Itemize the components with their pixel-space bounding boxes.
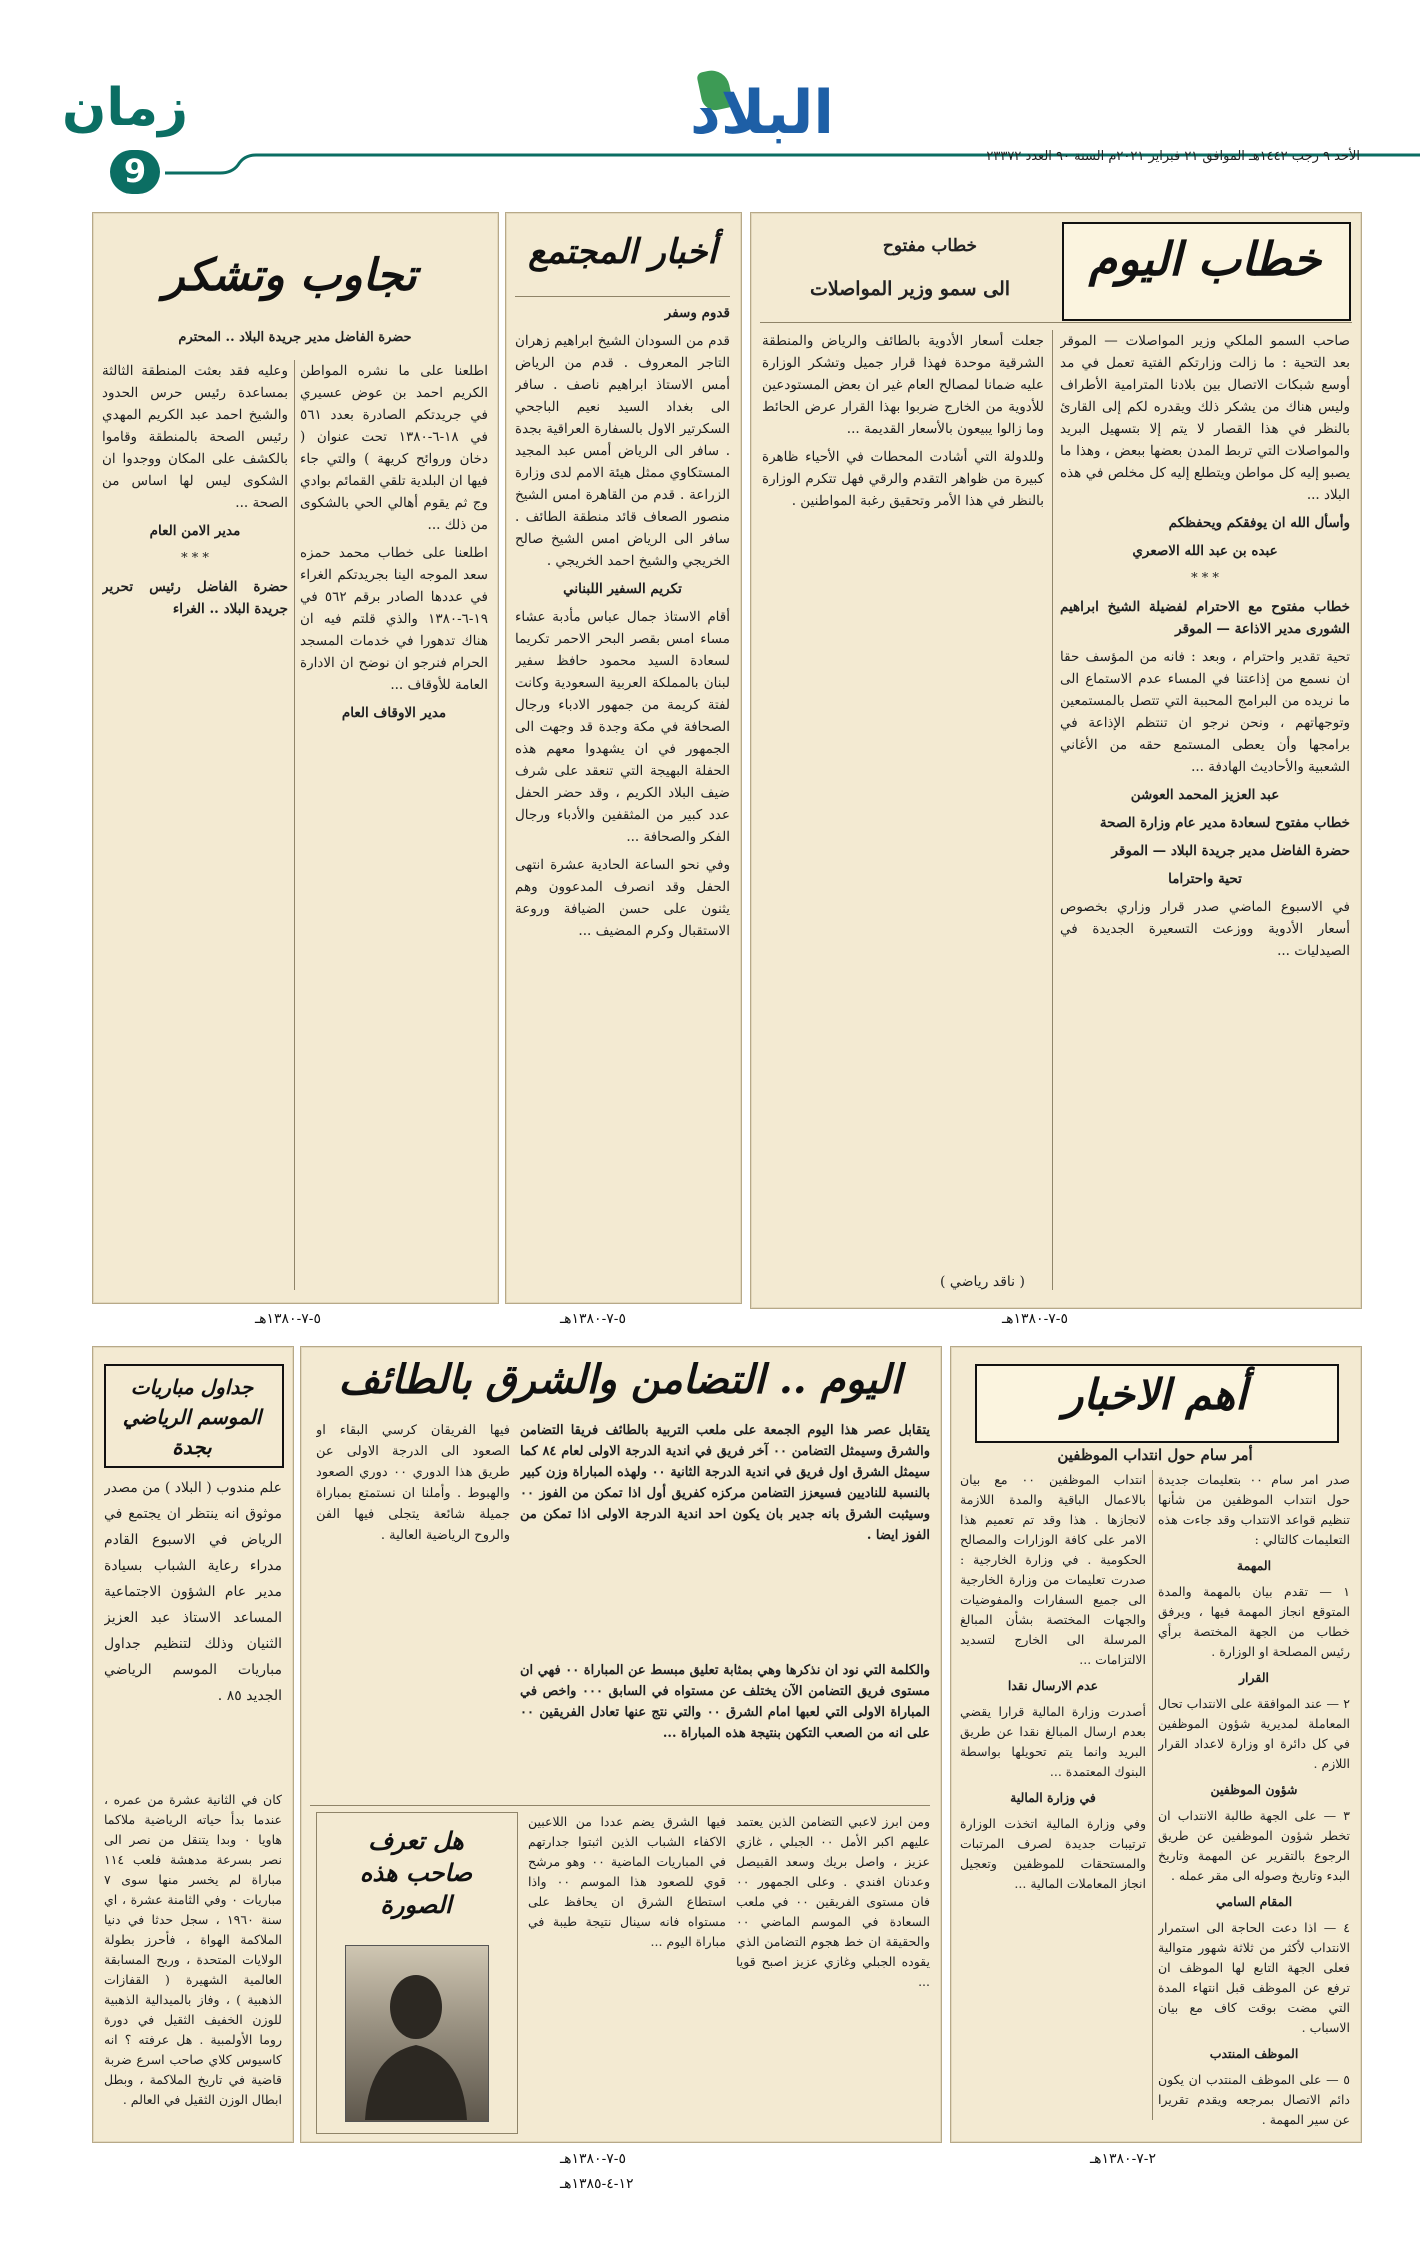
news-column-2 [960, 1470, 1146, 2130]
schedule-column [104, 1475, 282, 1775]
page-number: 9 [123, 152, 147, 190]
speech-letter3-title: خطاب مفتوح لسعادة مدير عام وزارة الصحة [1099, 815, 1350, 831]
letters-body-3: اطلعنا على خطاب محمد حمزه سعد الموجه الينا بجريدتكم الغراء في عددها الصادر برقم ٥٦٢ في ١٩-٦-١٣٨٠ والذي قلتم فيه ان هناك تدهورا في خدمات المسجد الحرام فنرجو ان نوضح ان الادارة العامة للأوقاف ... [300, 545, 488, 693]
letters-title: تجاوب وتشكر [163, 250, 417, 301]
schedule-title: جداول مباريات الموسم الرياضي بجدة [122, 1375, 262, 1459]
speech-column-2 [762, 330, 1044, 1260]
news-body-1: صدر امر سام ٠٠ بتعليمات جديدة حول انتداب الموظفين من شأنها تنظيم قواعد الانتداب وقد جاءت هذه التعليمات كالتالي : [1158, 1472, 1350, 1547]
news-heading-a: المهمة [1236, 1558, 1272, 1573]
speech-divider [1052, 330, 1053, 1290]
society-body-2: أقام الاستاذ جمال عباس مأدبة عشاء مساء امس بقصر البحر الاحمر تكريما لسعادة السيد محمود حافظ سفير لبنان بالمملكة العربية السعودية وكانت لفتة كريمة من جمهور الادباء ورجال الصحافة في مكة وجدة قد وجهت الى الجمهور في ان يشهدوا معهم هذه الحفلة البهيجة التي تنعقد على شرف ضيف البلاد الكريم ، وقد حضر الحفل عدد كبير من المثقفين والأدباء ورجال الفكر والصحافة ... [515, 609, 730, 845]
society-subtitle: قدوم وسفر [664, 305, 730, 321]
section-title: زمان [62, 78, 189, 138]
top-date-left: ٥-٧-١٣٨٠هـ [255, 1310, 321, 1326]
news-col2-body-2: أصدرت وزارة المالية قرارا يقضي بعدم ارسال المبالغ نقدا عن طريق البريد وانما يتم تحويلها بواسطة البنوك المعتمدة ... [960, 1704, 1146, 1779]
schedule-body: علم مندوب ( البلاد ) من مصدر موثوق انه ينتظر ان يجتمع في الرياض في الاسبوع القادم مدراء رعاية الشباب بسيادة مدير عام الشؤون الاجتماعية المساعد الاستاذ عبد العزيز الثنيان وذلك لتنظيم جداول مباريات الموسم الرياضي الجديد ٨٥ . [104, 1480, 282, 1704]
bottom-date-middle: ٥-٧-١٣٨٠هـ [560, 2150, 626, 2166]
society-heading-2: تكريم السفير اللبناني [563, 581, 682, 597]
news-title: أهم الاخبار [1063, 1370, 1247, 1419]
speech-body-2: جعلت أسعار الأدوية بالطائف والرياض والمنطقة الشرقية موحدة فهذا قرار جميل وتشكر الوزارة عليه ضمانا لمصالح العام غير ان بعض المستودعين للأدوية من الخارج ضربوا بهذا القرار عرض الحائط وما زالوا يبيعون بالأسعار القديمة ... [762, 333, 1044, 437]
speech-stars: * * * [1191, 571, 1219, 586]
sports-lead: يتقابل عصر هذا اليوم الجمعة على ملعب التربية بالطائف فريقا التضامن والشرق وسيمثل التضامن ٠٠ آخر فريق في اندية الدرجة الاولى لعام ٨٤ كما سيمثل الشرق اول فريق في اندية الدرجة الثانية ٠٠ ولهذه المباراة وزن كبير بالنسبة للناديين فسيعزز التضامن مركزه كفريق أول اذا تمكن من الفوز ٠٠ وسيثبت الشرق بانه جدير بان يكون احد اندية الدرجة الاولى اذا تمكن من الفوز ايضا . [520, 1423, 930, 1543]
news-heading-c: شؤون الموظفين [1210, 1782, 1298, 1797]
news-heading-f: عدم الارسال نقدا [1007, 1678, 1099, 1693]
society-rule [515, 296, 730, 297]
speech-letter2-title: خطاب مفتوح مع الاحترام لفضيلة الشيخ ابراهيم الشورى مدير الاذاعة — الموقر [1060, 599, 1350, 637]
speech-letter4-body: في الاسبوع الماضي صدر قرار وزاري بخصوص أسعار الأدوية ووزعت التسعيرة الجديدة في الصيدليات ... [1060, 899, 1350, 959]
top-date-right: ٥-٧-١٣٨٠هـ [1002, 1310, 1068, 1326]
speech-body-1: صاحب السمو الملكي وزير المواصلات — الموقر بعد التحية : ما زالت وزارتكم الفتية تعمل في مد أوسع شبكات الاتصال بين بلادنا المترامية الأطراف وليس هناك من يشكر ذلك ويقدره لكم إلى القارئ بالنظر في هذا القصار لا يتم إلا بتسهيل البريد والمواصلات التي تربط المدن بعضها ببعض ، وهذا ما يصبو إليه كل مواطن ويتطلع إليه كل مخلص في هذه البلاد ... [1060, 333, 1350, 503]
critic-signature: ( ناقد رياضي ) [940, 1274, 1025, 1290]
news-body-5: ٤ — اذا دعت الحاجة الى استمرار الانتداب لأكثر من ثلاثة شهور متوالية فعلى الجهة التابع لها الموظف ان ترفع عن الموظف قبل انتهاء المدة التي مضت بوقت كاف مع بيان الاسباب . [1158, 1920, 1350, 2035]
top-date-middle: ٥-٧-١٣٨٠هـ [560, 1310, 626, 1326]
letters-stars: * * * [181, 551, 209, 566]
letters-sign-2: مدير الاوقاف العام [341, 705, 447, 721]
news-body-2: ١ — تقدم بيان بالمهمة والمدة المتوقع انجاز المهمة فيها ، ويرفق خطاب من الجهة المختصة برأي رئيس المصلحة او الوزارة . [1158, 1584, 1350, 1659]
news-col2-body-3: وفي وزارة المالية اتخذت الوزارة ترتيبات جديدة لصرف المرتبات والمستحقات للموظفين وتعجيل انجاز المعاملات المالية ... [960, 1816, 1146, 1891]
sports-column-3 [736, 1812, 930, 2132]
speech-title: خطاب اليوم [1088, 232, 1322, 286]
dateline: الأحد ٩ رجب ١٤٤٢هـ الموافق ٢١ فبراير ٢٠٢١م السنة ٩٠ العدد ٢٣٣٧٢ [986, 149, 1360, 164]
sports-title: اليوم .. التضامن والشرق بالطائف [338, 1356, 902, 1403]
sports-col2-text: والكلمة التي نود ان نذكرها وهي بمثابة تعليق مبسط عن المباراة ٠٠ فهي ان مستوى فريق التضامن الآن يختلف عن مستواه في السابق ٠٠٠ واخص في المباراة الاولى التي لعبها امام الشرق ٠٠ والتي نتج عنها تعادل الفريقين ٠٠ على انه من الصعب التكهن بنتيجة هذه المباراة ... [520, 1663, 930, 1741]
speech-rule [760, 322, 1352, 323]
bottom-date-right: ٢-٧-١٣٨٠هـ [1090, 2150, 1156, 2166]
news-heading-b: القرار [1238, 1670, 1269, 1685]
bottom-date-left: ١٢-٤-١٣٨٥هـ [560, 2175, 634, 2191]
masthead [0, 0, 1420, 190]
news-divider [1152, 1470, 1153, 2120]
sports-column-2 [520, 1660, 930, 1800]
puzzle-text: كان في الثانية عشرة من عمره ، عندما بدأ حياته الرياضية ملاكما هاويا ٠ وبدا يتنقل من نصر الى نصر بسرعة مدهشة فلعب ١١٤ مباراة لم يخسر منها سوى ٧ مباريات ٠ وفي الثامنة عشرة ، اي سنة ١٩٦٠ ، سجل حدثا في دنيا الملاكمة الهواة ، فأحرز بطولة الولايات المتحدة ، وربح المسابقة العالمية الشهيرة ( القفازات الذهبية ) ، وفاز بالميدالية الذهبية للوزن الخفيف الثقيل في دورة روما الأولمبية . هل عرفته ؟ انه كاسيوس كلاي صاحب اسرع ضربة قاضية في تاريخ الملاكمة ، وبطل ابطال الوزن الثقيل في العالم . [104, 1792, 282, 2107]
letters-divider [294, 360, 295, 1290]
speech-subtitle-1: خطاب مفتوح [882, 236, 978, 256]
news-heading-d: المقام السامي [1215, 1894, 1293, 1909]
news-col2-body: انتداب الموظفين ٠٠ مع بيان بالاعمال الباقية والمدة اللازمة لانجازها . هذا وقد تم تعميم هذا الامر على كافة الوزارات والمصالح الحكومية . في وزارة الخارجية : صدرت تعليمات من وزارة الخارجية الى جميع السفارات والمفوضيات والجهات المختصة بشأن المبالغ المرسلة الى الخارج لتسديد الالتزامات ... [960, 1472, 1146, 1667]
news-heading-g: في وزارة المالية [1010, 1790, 1096, 1805]
speech-letter4-title: حضرة الفاضل مدير جريدة البلاد — الموقر [1111, 843, 1350, 859]
news-column-1 [1158, 1470, 1350, 2130]
society-body-1: قدم من السودان الشيخ ابراهيم زهران التاجر المعروف . قدم من الرياض أمس الاستاذ ابراهيم ناصف . سافر الى بغداد السيد نعيم الباجحي السكرتير الاول بالسفارة العراقية بجدة . سافر الى الرياض أمس عبد المجيد المستكاوي ممثل هيئة الامم لدى وزارة الزراعة . قدم من القاهرة امس الشيخ منصور الصعاف قائد منطقة الطائف . سافر الى الرياض امس الشيخ صالح الخريجي والشيخ احمد الخريجي . [515, 333, 730, 569]
letters-column-2 [102, 360, 288, 1290]
letters-editor-greet: حضرة الفاضل مدير جريدة البلاد .. المحترم [178, 330, 412, 345]
speech-letter4-greet: تحية واحتراما [1168, 871, 1242, 887]
sports-col1-text: فيها الفريقان كرسي البقاء او الصعود الى الدرجة الاولى عن طريق هذا الدوري ٠٠ دوري الصعود والهبوط . وأملنا ان نستمتع بمباراة جميلة شائعة يتجلى فيها الفن والروح الرياضية العالية . [316, 1423, 510, 1543]
sports-column-1 [316, 1420, 510, 1660]
speech-body-3: وللدولة التي أشادت المحطات في الأحياء ظاهرة كبيرة من ظواهر التقدم والرقي فهل تتكرم الوزارة بالنظر في هذا الأمر وتحقيق رغبة المواطنين . [762, 449, 1044, 509]
speech-signature: عبده بن عبد الله الاصعري [1132, 543, 1278, 559]
news-heading-e: الموظف المنتدب [1209, 2046, 1299, 2061]
speech-closing: وأسأل الله ان يوفقكم ويحفظكم [1168, 515, 1350, 531]
puzzle-title: هل تعرف صاحب هذه الصورة [359, 1826, 473, 1919]
society-body-3: وفي نحو الساعة الحادية عشرة انتهى الحفل وقد انصرف المدعوون وهم يثنون على حسن الضيافة وروعة الاستقبال وكرم المضيف ... [515, 857, 730, 939]
news-body-6: ٥ — على الموظف المنتدب ان يكون دائم الاتصال بمرجعه ويقدم تقريرا عن سير المهمة . [1158, 2072, 1350, 2127]
speech-subtitle-2: الى سمو وزير المواصلات [809, 278, 1011, 300]
letters-column-1 [300, 360, 488, 1290]
letters-body-1: اطلعنا على ما نشره المواطن الكريم احمد بن عوض عسيري في جريدتكم الصادرة بعدد ٥٦١ في ١٨-٦-١٣٨٠ تحت عنوان ( دخان وروائح كريهة ) والتي جاء فيها ان البلدية تلقي القمائم بوادي وج ثم يقوم أهالي الحي بالشكوى من ذلك ... [300, 363, 488, 533]
speech-letter2-sign: عبد العزيز المحمد العوشن [1130, 787, 1280, 803]
letters-letter-2: حضرة الفاضل رئيس تحرير جريدة البلاد .. الغراء [102, 579, 288, 617]
letters-body-2: وعليه فقد بعثت المنطقة الثالثة بمساعدة رئيس حرس الحدود والشيخ احمد عبد الكريم المهدي رئيس الصحة بالمنطقة وقاموا بالكشف على المكان ووجدوا ان الشكوى ليس لها اساس من الصحة ... [102, 363, 288, 511]
sports-col3-text: ومن ابرز لاعبي التضامن الذين يعتمد عليهم اكبر الأمل ٠٠ الجبلي ، غازي عزيز ، واصل بريك وسعد القبيصل وعدنان افندي . وعلى الجمهور ٠٠ فان مستوى الفريقين ٠٠ في ملعب السعادة في الموسم الماضي ٠٠ والحقيقة ان خط هجوم التضامن الذي يقوده الجبلي وغازي عزيز اصبح قويا ... [736, 1814, 930, 1989]
society-column [515, 302, 730, 1292]
boxer-silhouette [345, 1945, 487, 2120]
news-subtitle: أمر سام حول انتداب الموظفين [1057, 1446, 1253, 1464]
news-body-3: ٢ — عند الموافقة على الانتداب تحال المعاملة لمديرية شؤون الموظفين في كل دائرة او وزارة لاعداد القرار اللازم . [1158, 1696, 1350, 1771]
sports-rule [310, 1805, 930, 1806]
sports-col4-text: فيها الشرق يضم عددا من اللاعبين الاكفاء الشباب الذين اثبتوا جدارتهم في المباريات الماضية ٠٠ وهو مرشح قوي للصعود هذا الموسم ٠٠ واذا استطاع الشرق ان يحافظ على مستواه فانه سينال نتيجة طيبة في مباراة اليوم ... [528, 1814, 726, 1949]
speech-letter2-body: تحية تقدير واحترام ، وبعد : فانه من المؤسف حقا ان نسمع من إذاعتنا في المساء عدم الاستماع الى ما نريده من البرامج المحببة التي تتصل بالمستمعين وتوجهاتهم ، ونحن نرجو ان تنتظم الإذاعة في برامجها وأن يعطى المستمع حقه من الأغاني الشعبية والأحاديث الهادفة ... [1060, 649, 1350, 775]
letters-sign-1: مدير الامن العام [149, 523, 241, 539]
logo: البلاد [690, 78, 834, 148]
society-title: أخبار المجتمع [528, 232, 717, 272]
news-body-4: ٣ — على الجهة طالبة الانتداب ان تخطر شؤون الموظفين عن طريق الرجوع بالتقرير عن المهمة وتاريخ البدء وتاريخ وصوله الى مقر عمله . [1158, 1808, 1350, 1883]
sports-column-4 [528, 1812, 726, 2132]
puzzle-text-column [104, 1790, 282, 2135]
speech-column-1 [1060, 330, 1350, 1290]
